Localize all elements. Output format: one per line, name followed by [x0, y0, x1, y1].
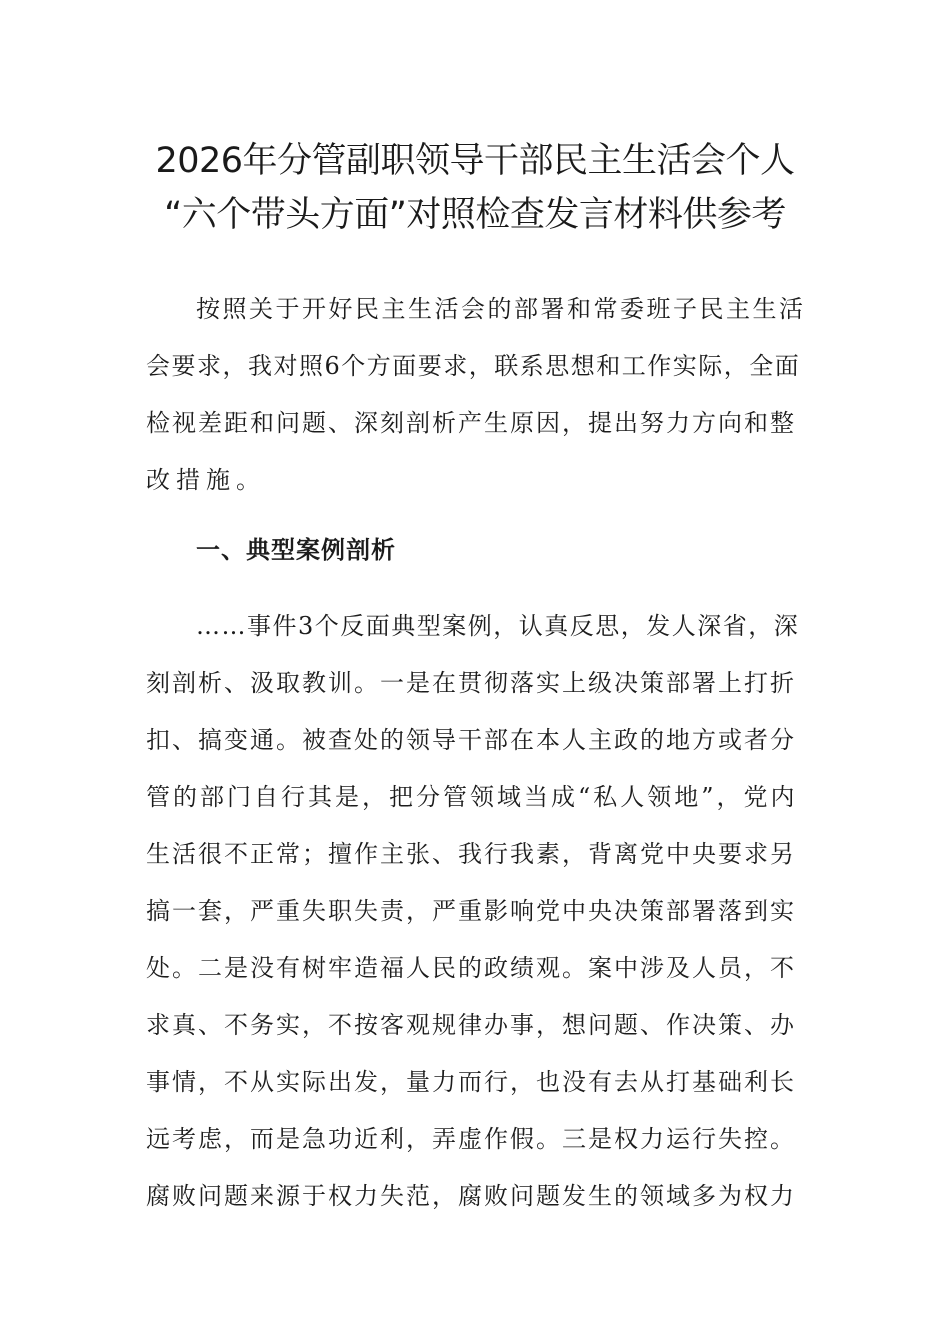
intro-line: 检视差距和问题、深刻剖析产生原因，提出努力方向和整 [146, 409, 796, 437]
body-line: ……事件3个反面典型案例，认真反思，发人深省，深 [196, 612, 800, 640]
body-line: 腐败问题来源于权力失范，腐败问题发生的领域多为权力 [146, 1182, 796, 1210]
document-title-line-1: 2026年分管副职领导干部民主生活会个人 [155, 141, 795, 181]
section-heading: 一、典型案例剖析 [196, 536, 396, 564]
body-line: 远考虑，而是急功近利，弄虚作假。三是权力运行失控。 [146, 1125, 796, 1153]
document-title-line-2: “六个带头方面”对照检查发言材料供参考 [164, 195, 786, 235]
intro-line: 改措施。 [146, 466, 266, 494]
body-line: 搞一套，严重失职失责，严重影响党中央决策部署落到实 [146, 897, 796, 925]
body-line: 刻剖析、汲取教训。一是在贯彻落实上级决策部署上打折 [146, 669, 796, 697]
body-line: 扣、搞变通。被查处的领导干部在本人主政的地方或者分 [146, 726, 796, 754]
intro-line: 会要求，我对照6个方面要求，联系思想和工作实际，全面 [146, 352, 801, 380]
body-line: 生活很不正常；擅作主张、我行我素，背离党中央要求另 [146, 840, 796, 868]
intro-line: 按照关于开好民主生活会的部署和常委班子民主生活 [196, 295, 806, 323]
body-line: 求真、不务实，不按客观规律办事，想问题、作决策、办 [146, 1011, 796, 1039]
body-line: 管的部门自行其是，把分管领域当成“私人领地”，党内 [146, 783, 798, 811]
body-line: 事情，不从实际出发，量力而行，也没有去从打基础利长 [146, 1068, 796, 1096]
body-line: 处。二是没有树牢造福人民的政绩观。案中涉及人员，不 [146, 954, 796, 982]
